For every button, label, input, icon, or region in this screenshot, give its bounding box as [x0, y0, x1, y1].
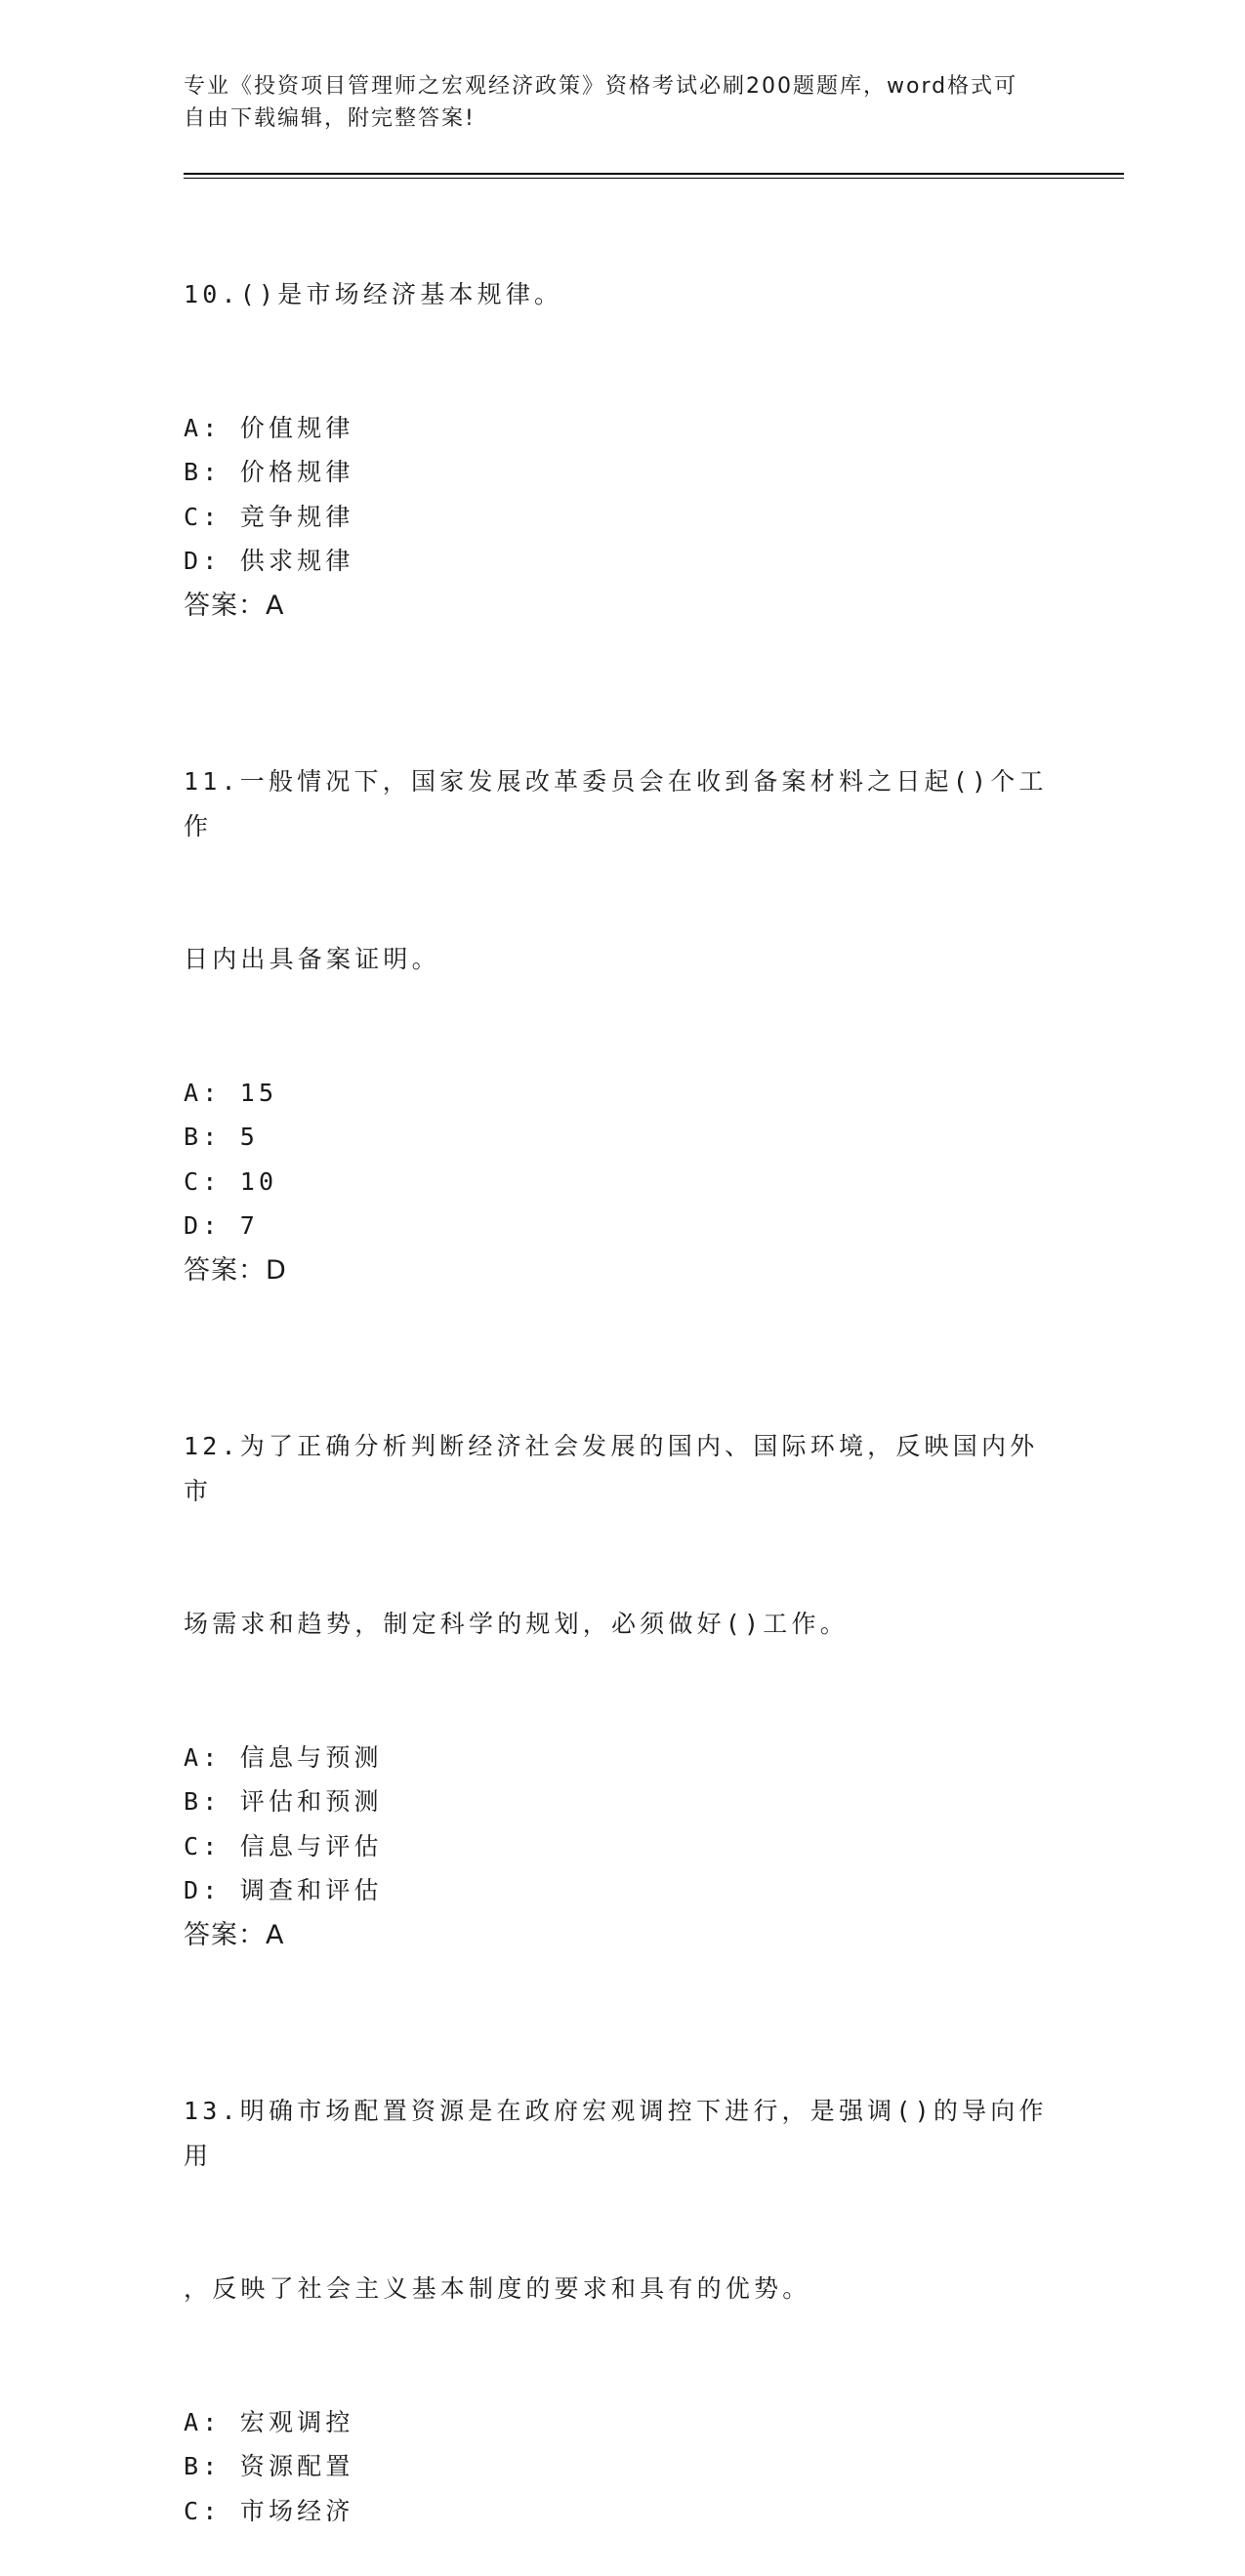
option-b: B: 5	[184, 1123, 260, 1151]
answer-value: D	[266, 1254, 287, 1286]
answer-label: 答案：	[184, 1919, 266, 1950]
option-b: B: 评估和预测	[184, 1787, 383, 1816]
header-line-2: 自由下载编辑，附完整答案!	[184, 106, 476, 131]
stem-line: 12.为了正确分析判断经济社会发展的国内、国际环境，反映国内外市	[184, 1432, 1039, 1505]
question-stem	[184, 671, 1062, 1071]
answer-line	[184, 1248, 1062, 1293]
answer-value: A	[266, 590, 285, 621]
question-list	[184, 184, 1062, 2576]
answer-line	[184, 584, 1062, 629]
option-a: A: 15	[184, 1078, 278, 1107]
stem-line: ，反映了社会主义基本制度的要求和具有的优势。	[184, 2274, 811, 2303]
answer-value: A	[266, 1919, 285, 1950]
option-a: A: 价值规律	[184, 413, 354, 442]
question-stem	[184, 2000, 1062, 2400]
question-stem	[184, 1335, 1062, 1736]
option-d: D: 7	[184, 1211, 260, 1240]
option-d: D: 调查和评估	[184, 1876, 383, 1904]
option-a: A: 信息与预测	[184, 1742, 383, 1772]
question-13	[184, 2000, 1062, 2533]
header-divider-thick	[184, 173, 1124, 175]
question-11	[184, 671, 1062, 1292]
document-header	[184, 70, 1043, 135]
stem-line: 11.一般情况下，国家发展改革委员会在收到备案材料之日起()个工作	[184, 767, 1048, 840]
stem-line: 日内出具备案证明。	[184, 945, 440, 973]
option-b: B: 价格规律	[184, 458, 354, 486]
option-b: B: 资源配置	[184, 2452, 354, 2480]
option-d: D: 供求规律	[184, 547, 354, 575]
answer-label: 答案：	[184, 590, 266, 621]
question-stem	[184, 184, 1062, 406]
stem-line: 13.明确市场配置资源是在政府宏观调控下进行，是强调()的导向作用	[184, 2097, 1048, 2170]
question-10	[184, 184, 1062, 628]
answer-label: 答案：	[184, 1254, 266, 1286]
option-c: C: 信息与评估	[184, 1831, 383, 1860]
stem-line: 10.()是市场经济基本规律。	[184, 280, 563, 308]
option-c: C: 竞争规律	[184, 502, 354, 531]
option-a: A: 宏观调控	[184, 2407, 354, 2436]
header-line-1: 专业《投资项目管理师之宏观经济政策》资格考试必刷200题题库，word格式可	[184, 74, 1018, 99]
header-divider-thin	[184, 178, 1124, 179]
answer-line	[184, 1913, 1062, 1958]
option-c: C: 市场经济	[184, 2496, 354, 2525]
option-c: C: 10	[184, 1166, 278, 1196]
stem-line: 场需求和趋势，制定科学的规划，必须做好()工作。	[184, 1610, 849, 1638]
question-12	[184, 1335, 1062, 1957]
